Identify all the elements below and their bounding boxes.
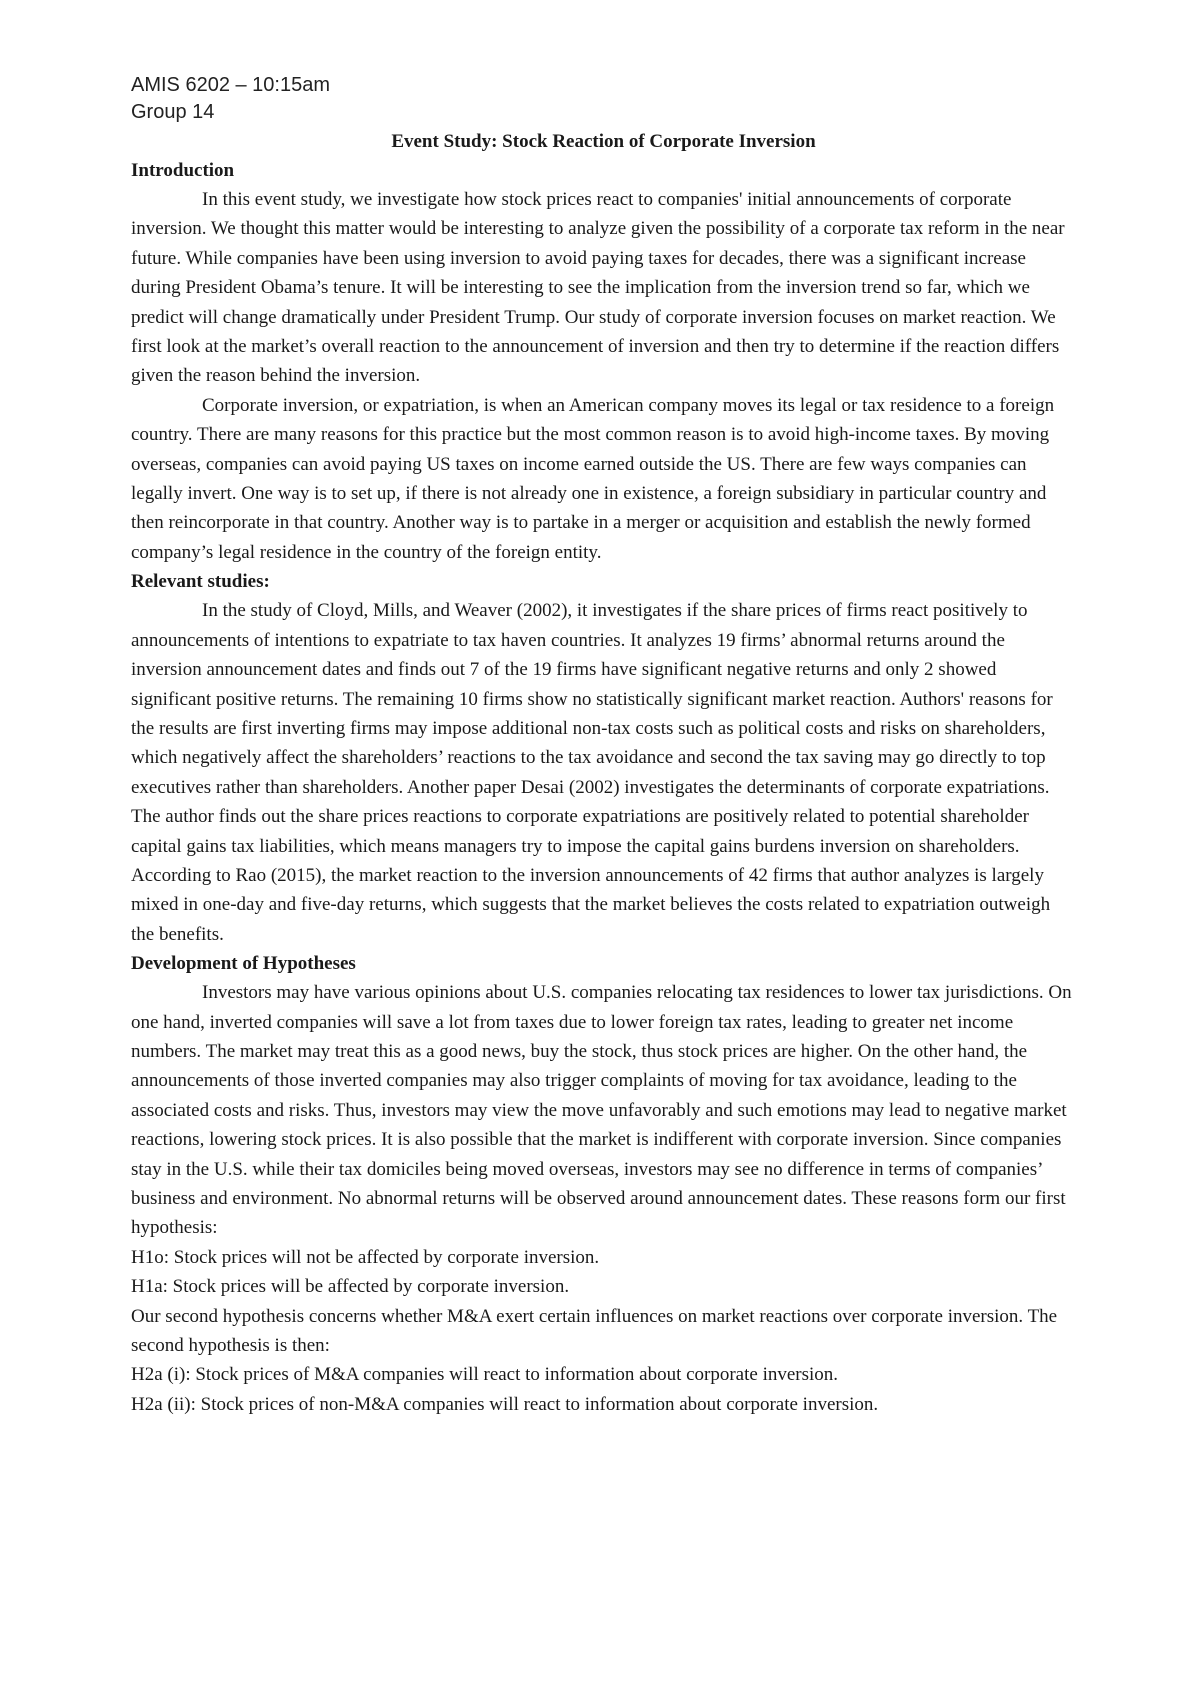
hypothesis-h1a: H1a: Stock prices will be affected by corporate inversion. (131, 1276, 570, 1298)
heading-introduction: Introduction (131, 160, 235, 181)
heading-relevant-studies: Relevant studies: (131, 571, 270, 593)
hypotheses-paragraph-1: Investors may have various opinions about U.S. companies relocating tax residences to lower tax jurisdictions. On one hand, inverted companies will save a lot from taxes due to lower foreign tax rates, leading to greater net income numbers. The market may treat this as a good news, buy the stock, thus stock prices are higher. On the other hand, the announcements of those inverted companies may also trigger complaints of moving for tax avoidance, leading to the associated costs and risks. Thus, investors may view the move unfavorably and such emotions may lead to negative market reactions, lowering stock prices. It is also possible that the market is indifferent with corporate inversion. Since companies stay in the U.S. while their tax domiciles being moved overseas, investors may see no difference in terms of companies’ business and environment. No abnormal returns will be observed around announcement dates. These reasons form our first hypothesis: (131, 982, 1072, 1239)
intro-paragraph-2: Corporate inversion, or expatriation, is when an American company moves its legal or tax residence to a foreign country. There are many reasons for this practice but the most common reason is to avoid high-income taxes. By moving overseas, companies can avoid paying US taxes on income earned outside the US. There are few ways companies can legally invert. One way is to set up, if there is not already one in existence, a foreign subsidiary in particular country and then reincorporate in that country. Another way is to partake in a merger or acquisition and establish the newly formed company’s legal residence in the country of the foreign entity. (131, 394, 1055, 563)
group-line: Group 14 (131, 101, 215, 123)
hypothesis-h2a-i: H2a (i): Stock prices of M&A companies will react to information about corporate inversion. (131, 1364, 839, 1386)
hypothesis-h2a-ii: H2a (ii): Stock prices of non-M&A companies will react to information about corporate inversion. (131, 1393, 879, 1415)
document-title: Event Study: Stock Reaction of Corporate Inversion (391, 131, 816, 152)
second-hypothesis-intro: Our second hypothesis concerns whether M&A exert certain influences on market reactions over corporate inversion. The second hypothesis is then: (131, 1305, 1058, 1357)
intro-paragraph-1: In this event study, we investigate how stock prices react to companies' initial announcements of corporate inversion. We thought this matter would be interesting to analyze given the possibility of a corporate tax reform in the near future. While companies have been using inversion to avoid paying taxes for decades, there was a significant increase during President Obama’s tenure. It will be interesting to see the implication from the inversion trend so far, which we predict will change dramatically under President Trump. Our study of corporate inversion focuses on market reaction. We first look at the market’s overall reaction to the announcement of inversion and then try to determine if the reaction differs given the reason behind the inversion. (131, 189, 1065, 387)
heading-hypotheses: Development of Hypotheses (131, 953, 356, 975)
relevant-paragraph-1: In the study of Cloyd, Mills, and Weaver (2002), it investigates if the share prices of firms react positively to announcements of intentions to expatriate to tax haven countries. It analyzes 19 firms’ abnormal returns around the inversion announcement dates and finds out 7 of the 19 firms have significant negative returns and only 2 showed significant positive returns. The remaining 10 firms show no statistically significant market reaction. Authors' reasons for the results are first inverting firms may impose additional non-tax costs such as political costs and risks on shareholders, which negatively affect the shareholders’ reactions to the tax avoidance and second the tax saving may go directly to top executives rather than shareholders. Another paper Desai (2002) investigates the determinants of corporate expatriations. The author finds out the share prices reactions to corporate expatriations are positively related to potential shareholder capital gains tax liabilities, which means managers try to impose the capital gains burdens inversion on shareholders. According to Rao (2015), the market reaction to the inversion announcements of 42 firms that author analyzes is largely mixed in one-day and five-day returns, which suggests that the market believes the costs related to expatriation outweigh the benefits. (131, 600, 1053, 945)
document-page (131, 72, 1076, 1419)
course-line: AMIS 6202 – 10:15am (131, 74, 331, 96)
hypothesis-h1o: H1o: Stock prices will not be affected by corporate inversion. (131, 1246, 600, 1268)
